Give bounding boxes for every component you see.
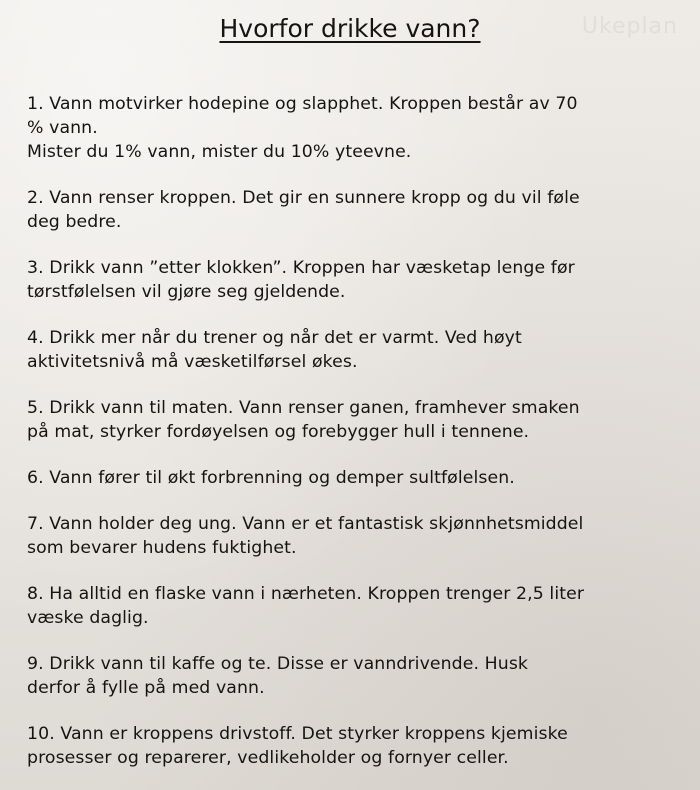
tip-item-10 [27,722,680,770]
page-title-text: Hvorfor drikke vann? [219,14,481,43]
tip-line: 1. Vann motvirker hodepine og slapphet. Kroppen består av 70 [27,94,578,114]
tip-line: tørstfølelsen vil gjøre seg gjeldende. [27,282,346,302]
tip-line: Mister du 1% vann, mister du 10% yteevne. [27,142,412,162]
tip-line: 5. Drikk vann til maten. Vann renser ganen, framhever smaken [27,398,580,418]
tip-line: på mat, styrker fordøyelsen og forebygger hull i tennene. [27,422,530,442]
tip-line: 6. Vann fører til økt forbrenning og demper sultfølelsen. [27,468,515,488]
tip-line: % vann. [27,118,98,138]
tip-line: 3. Drikk vann ”etter klokken”. Kroppen har væsketap lenge før [27,258,575,278]
tip-line: derfor å fylle på med vann. [27,678,265,698]
page-title [0,12,700,46]
tip-line: 2. Vann renser kroppen. Det gir en sunnere kropp og du vil føle [27,188,580,208]
tip-item-7 [27,512,680,560]
tip-item-1 [27,92,680,164]
tip-item-6 [27,466,680,490]
tip-item-9 [27,652,680,700]
tip-item-3 [27,256,680,304]
tip-line: 8. Ha alltid en flaske vann i nærheten. Kroppen trenger 2,5 liter [27,584,585,604]
tip-item-8 [27,582,680,630]
tip-line: 9. Drikk vann til kaffe og te. Disse er vanndrivende. Husk [27,654,529,674]
faint-background-text: Ukeplan [581,14,678,39]
tip-line: 10. Vann er kroppens drivstoff. Det styrker kroppens kjemiske [27,724,568,744]
tip-item-2 [27,186,680,234]
tip-line: som bevarer hudens fuktighet. [27,538,297,558]
tips-list [27,92,680,770]
tip-line: prosesser og reparerer, vedlikeholder og fornyer celler. [27,748,509,768]
tip-line: aktivitetsnivå må væsketilførsel økes. [27,352,358,372]
tip-item-5 [27,396,680,444]
tip-line: 4. Drikk mer når du trener og når det er varmt. Ved høyt [27,328,522,348]
tip-line: 7. Vann holder deg ung. Vann er et fantastisk skjønnhetsmiddel [27,514,584,534]
tip-line: væske daglig. [27,608,149,628]
tip-item-4 [27,326,680,374]
tip-line: deg bedre. [27,212,122,232]
